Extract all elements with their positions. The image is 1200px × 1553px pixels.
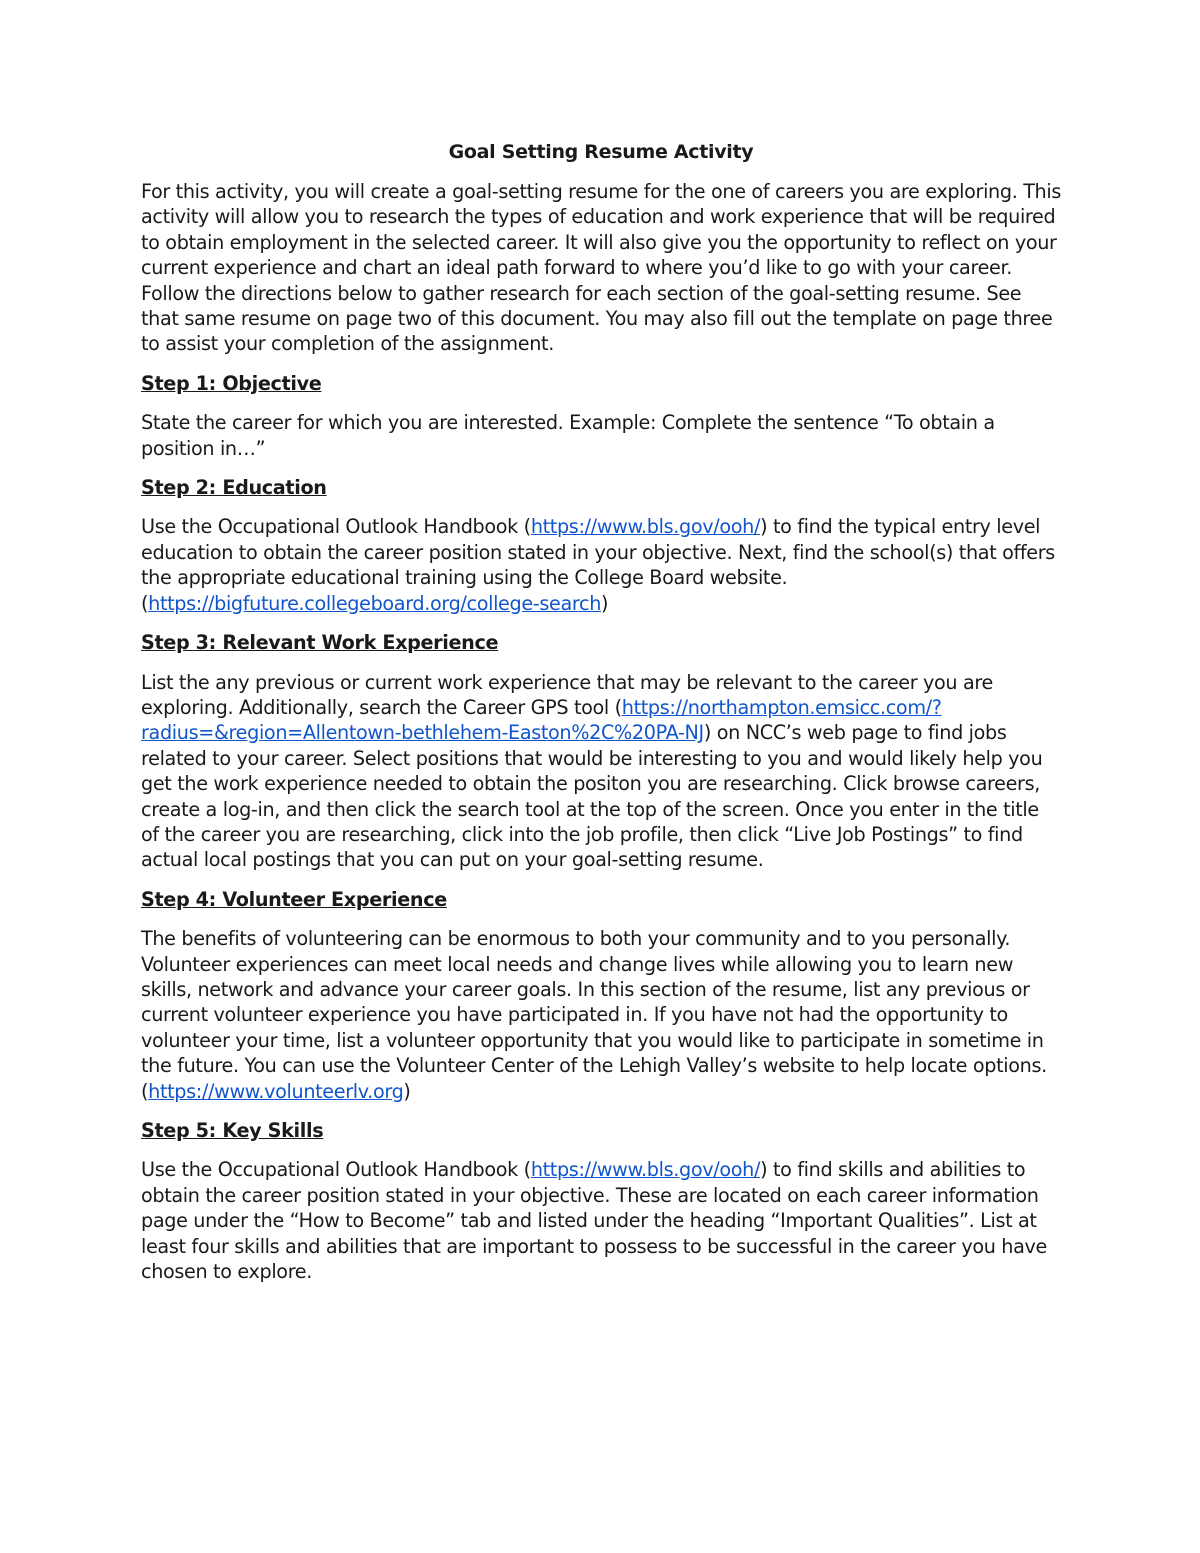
paragraph-text: The benefits of volunteering can be enormous to both your community and to you personally. Volunteer experiences can meet local needs and change lives while allowing you to learn new skills, network and advance your career goals. In this section of the resume, list any previous or current volunteer experience you have participated in. If you have not had the opportunity to volunteer your time, list a volunteer opportunity that you would like to participate in sometime in the future. You can use the Volunteer Center of the Lehigh Valley’s website to help locate options. ( [141, 927, 1047, 1103]
step-2-body [141, 514, 1061, 616]
hyperlink[interactable]: https://northampton.emsicc.com/?radius=&region=Allentown-bethlehem-Easton%2C%20PA-NJ [141, 695, 942, 745]
intro-paragraph [141, 179, 1061, 357]
step-3-heading: Step 3: Relevant Work Experience [141, 631, 499, 655]
paragraph-text: Use the Occupational Outlook Handbook ( [141, 1158, 531, 1182]
step-5-heading: Step 5: Key Skills [141, 1119, 324, 1142]
paragraph-text: For this activity, you will create a goal-setting resume for the one of careers you are exploring. This activity will allow you to research the types of education and work experience that will be required to obtain employment in the selected career. It will also give you the opportunity to reflect on your current experience and chart an ideal path forward to where you’d like to go with your career. Follow the directions below to gather research for each section of the goal-setting resume. See that same resume on page two of this document. You may also fill out the template on page three to assist your completion of the assignment. [141, 180, 1061, 356]
paragraph-text: List the any previous or current work experience that may be relevant to the career you are exploring. Additionally, search the Career GPS tool ( [141, 670, 993, 719]
step-2-heading: Step 2: Education [141, 476, 327, 500]
hyperlink[interactable]: https://www.bls.gov/ooh/ [530, 1158, 761, 1182]
step-4-heading: Step 4: Volunteer Experience [141, 887, 447, 911]
document-title: Goal Setting Resume Activity [448, 141, 754, 163]
paragraph-text: ) on NCC’s web page to find jobs related to your career. Select positions that would be interesting to you and would likely help you get the work experience needed to obtain the positon you are researching. Click browse careers, create a log-in, and then click the search tool at the top of the screen. Once you enter in the title of the career you are researching, click into the job profile, then click “Live Job Postings” to find actual local postings that you can put on your goal-setting resume. [141, 721, 1043, 872]
hyperlink[interactable]: https://www.volunteerlv.org [148, 1079, 404, 1103]
step-1-heading: Step 1: Objective [141, 371, 322, 395]
step-1-body [141, 410, 1061, 461]
step-4-body [141, 926, 1061, 1104]
paragraph-text: State the career for which you are interested. Example: Complete the sentence “To obtain a position in…” [141, 411, 995, 460]
hyperlink[interactable]: https://bigfuture.collegeboard.org/college-search [148, 591, 602, 615]
paragraph-text: ) to find skills and abilities to obtain the career position stated in your objective. These are located on each career information page under the “How to Become” tab and listed under the heading “Important Qualities”. List at least four skills and abilities that are important to possess to be successful in the career you have chosen to explore. [141, 1158, 1047, 1284]
paragraph-text: Use the Occupational Outlook Handbook ( [141, 515, 531, 539]
paragraph-text: ) [601, 591, 609, 615]
step-3-body [141, 670, 1061, 873]
step-5-body [141, 1157, 1061, 1284]
hyperlink[interactable]: https://www.bls.gov/ooh/ [530, 515, 761, 539]
paragraph-text: ) [403, 1079, 411, 1103]
paragraph-text: ) to find the typical entry level education to obtain the career position stated in your objective. Next, find the school(s) that offers the appropriate educational training using the College Board website. ( [141, 515, 1055, 615]
document-content [141, 139, 1061, 1298]
